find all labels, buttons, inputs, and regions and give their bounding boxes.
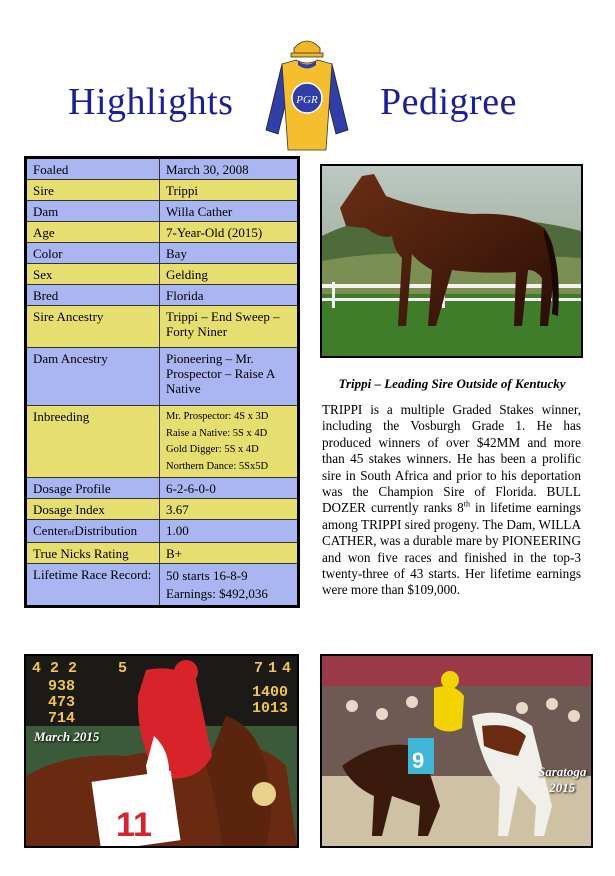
row-value: Florida <box>160 285 299 306</box>
row-label: Sex <box>26 264 160 285</box>
race-photo-saratoga-2015 <box>320 654 593 848</box>
row-label: Foaled <box>26 158 160 180</box>
race-photo-label <box>538 764 586 796</box>
tote-board-number: 2 <box>50 660 60 677</box>
row-label: Dam <box>26 201 160 222</box>
tote-board-number: 4 <box>32 660 42 677</box>
race-record <box>160 564 299 607</box>
row-label: Dosage Profile <box>26 478 160 499</box>
table-row <box>26 243 299 264</box>
table-row <box>26 478 299 499</box>
row-value: Willa Cather <box>160 201 299 222</box>
jockey-silks-icon <box>258 34 356 152</box>
table-row <box>26 201 299 222</box>
row-value: 6-2-6-0-0 <box>160 478 299 499</box>
row-value: 3.67 <box>160 499 299 520</box>
table-row <box>26 520 299 543</box>
race-photo-label-line: 2015 <box>549 780 576 795</box>
table-row <box>26 180 299 201</box>
row-value: 7-Year-Old (2015) <box>160 222 299 243</box>
tote-board-number: 1 <box>268 660 278 677</box>
row-label: Inbreeding <box>26 406 160 478</box>
row-label: Lifetime Race Record: <box>26 564 160 607</box>
row-label: Color <box>26 243 160 264</box>
row-label <box>26 520 160 543</box>
table-row <box>26 306 299 348</box>
table-row <box>26 564 299 607</box>
row-label: Bred <box>26 285 160 306</box>
row-value: Trippi <box>160 180 299 201</box>
race-photo-march-2015 <box>24 654 299 848</box>
inbreeding-line: Gold Digger: 5S x 4D <box>166 444 259 455</box>
sire-photo <box>320 164 583 358</box>
table-row <box>26 406 299 478</box>
race-record-line: Earnings: $492,036 <box>166 586 268 601</box>
row-label: Sire <box>26 180 160 201</box>
logo-monogram: PGR <box>296 94 318 106</box>
race-record-line: 50 starts 16-8-9 <box>166 568 248 583</box>
row-value: Trippi – End Sweep – Forty Niner <box>160 306 299 348</box>
tote-board-number: 938 <box>48 678 76 695</box>
header-left-title: Highlights <box>68 81 234 123</box>
row-value: Bay <box>160 243 299 264</box>
row-label: True Nicks Rating <box>26 543 160 564</box>
inbreeding-line: Raise a Native: 5S x 4D <box>166 427 268 439</box>
saddle-cloth-number: 11 <box>116 806 152 844</box>
sire-photo-caption: Trippi – Leading Sire Outside of Kentucky <box>338 376 566 391</box>
race-photo-label-line: Saratoga <box>538 764 587 779</box>
row-value: March 30, 2008 <box>160 158 299 180</box>
table-row <box>26 264 299 285</box>
row-label: Age <box>26 222 160 243</box>
tote-board-number: 473 <box>48 694 76 711</box>
header-right-title: Pedigree <box>380 81 517 123</box>
row-value: Pioneering – Mr. Prospector – Raise A Native <box>160 348 299 406</box>
inbreeding-line: Mr. Prospector: 4S x 3D <box>166 411 269 422</box>
tote-board-number: 4 <box>282 660 292 677</box>
row-label: Dosage Index <box>26 499 160 520</box>
table-row <box>26 348 299 406</box>
inbreeding-line: Northern Dance: 5Sx5D <box>166 460 269 472</box>
tote-board-number: 2 <box>68 660 78 677</box>
row-label: Dam Ancestry <box>26 348 160 406</box>
inbreeding-list <box>160 406 299 478</box>
table-row <box>26 285 299 306</box>
pedigree-table <box>24 156 300 608</box>
row-label-part: Center <box>33 523 68 538</box>
table-row <box>26 543 299 564</box>
tote-board-number: 714 <box>48 710 76 727</box>
table-row <box>26 222 299 243</box>
row-value: Gelding <box>160 264 299 285</box>
tote-board-number: 5 <box>118 660 128 677</box>
row-label: Sire Ancestry <box>26 306 160 348</box>
description-superscript: th <box>463 500 470 510</box>
tote-board-number: 1013 <box>252 700 289 717</box>
tote-board-number: 7 <box>254 660 264 677</box>
row-label-part: Distribution <box>74 523 138 538</box>
race-photo-label: March 2015 <box>34 729 100 744</box>
table-row <box>26 158 299 180</box>
row-label-part: of <box>67 528 75 537</box>
row-value: B+ <box>160 543 299 564</box>
description-part: in lifetime earnings among TRIPPI sired progeny. The Dam, WILLA CATHER, was a durable mare by PIONEERING and won five races and finished in the top-3 twenty-three of 43 starts. Her lifetime earnings were more than $109,000. <box>322 500 581 598</box>
row-value: 1.00 <box>160 520 299 543</box>
tote-board-number: 1400 <box>252 684 289 701</box>
description-part: TRIPPI is a multiple Graded Stakes winner, including the Vosburgh Grade 1. He has produced winners of over $42MM and more than 45 stakes winners. He has been a prolific sire in South Africa and prior to his deportation was the Champion Sire of Florida. BULL DOZER currently ranks 8 <box>322 402 581 516</box>
saddle-cloth-number: 9 <box>412 748 425 773</box>
pedigree-description <box>322 402 581 599</box>
table-row <box>26 499 299 520</box>
